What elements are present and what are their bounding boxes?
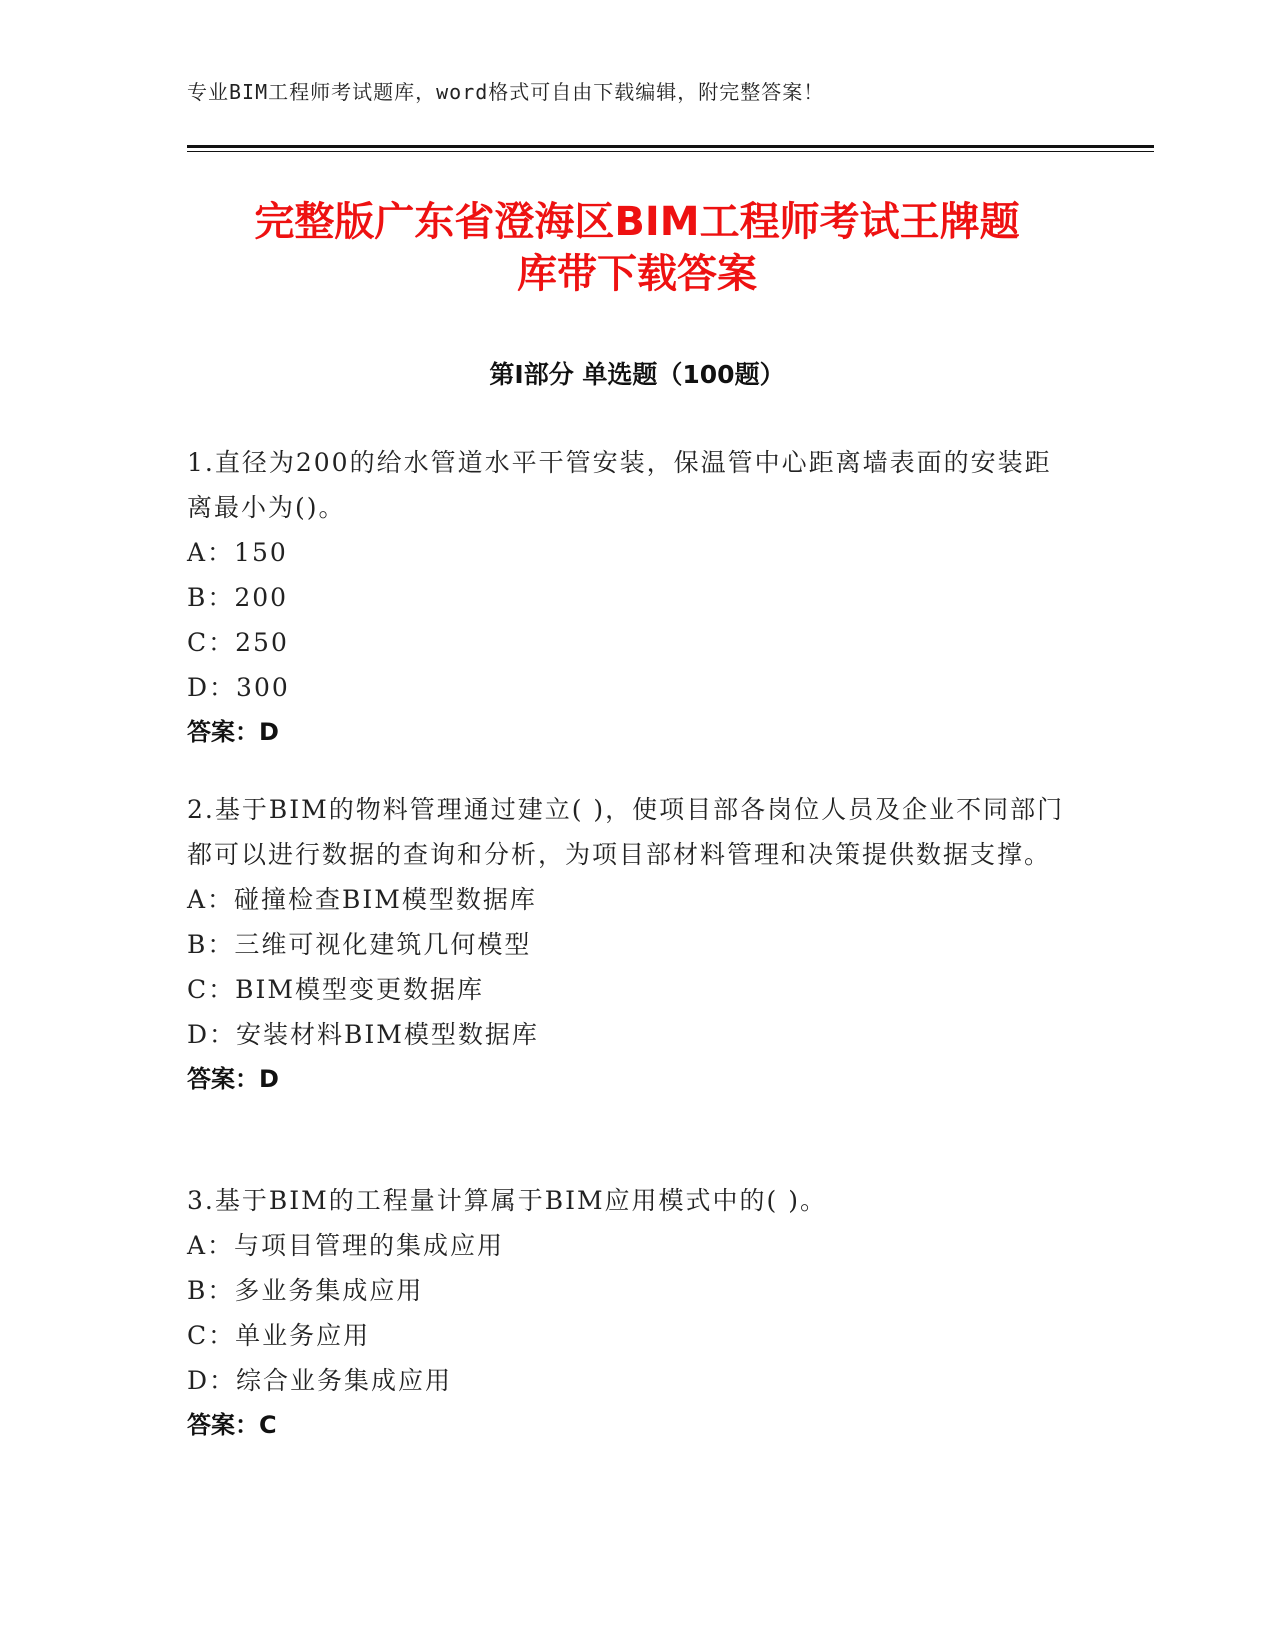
question-3 [187,1178,1077,1448]
option-d: D：安装材料BIM模型数据库 [187,1020,539,1049]
option-a: A：150 [187,538,288,567]
option-c: C：BIM模型变更数据库 [187,975,484,1004]
question-text: 1.直径为200的给水管道水平干管安装，保温管中心距离墙表面的安装距离最小为()。 [187,448,1052,522]
document-title-line-1: 完整版广东省澄海区BIM工程师考试王牌题 [254,199,1020,245]
option-b: B：200 [187,583,289,612]
option-d: D：综合业务集成应用 [187,1366,453,1395]
option-d: D：300 [187,673,290,702]
option-c: C：单业务应用 [187,1321,371,1350]
question-text: 2.基于BIM的物料管理通过建立( )，使项目部各岗位人员及企业不同部门都可以进行数据的查询和分析，为项目部材料管理和决策提供数据支撑。 [187,795,1065,869]
question-text: 3.基于BIM的工程量计算属于BIM应用模式中的( )。 [187,1186,827,1215]
question-1 [187,440,1077,755]
answer: 答案：C [187,1411,277,1439]
question-2 [187,787,1077,1102]
option-a: A：与项目管理的集成应用 [187,1231,505,1260]
option-b: B：三维可视化建筑几何模型 [187,930,532,959]
header-divider-thin [187,151,1154,152]
answer: 答案：D [187,718,279,746]
option-c: C：250 [187,628,289,657]
document-title-line-2: 库带下载答案 [517,251,757,297]
section-title: 第Ⅰ部分 单选题（100题） [489,360,785,389]
option-a: A：碰撞检查BIM模型数据库 [187,885,537,914]
answer: 答案：D [187,1065,279,1093]
document-title [187,196,1087,300]
header-note: 专业BIM工程师考试题库，word格式可自由下载编辑，附完整答案！ [187,80,825,104]
option-b: B：多业务集成应用 [187,1276,424,1305]
header-divider-thick [187,145,1154,148]
